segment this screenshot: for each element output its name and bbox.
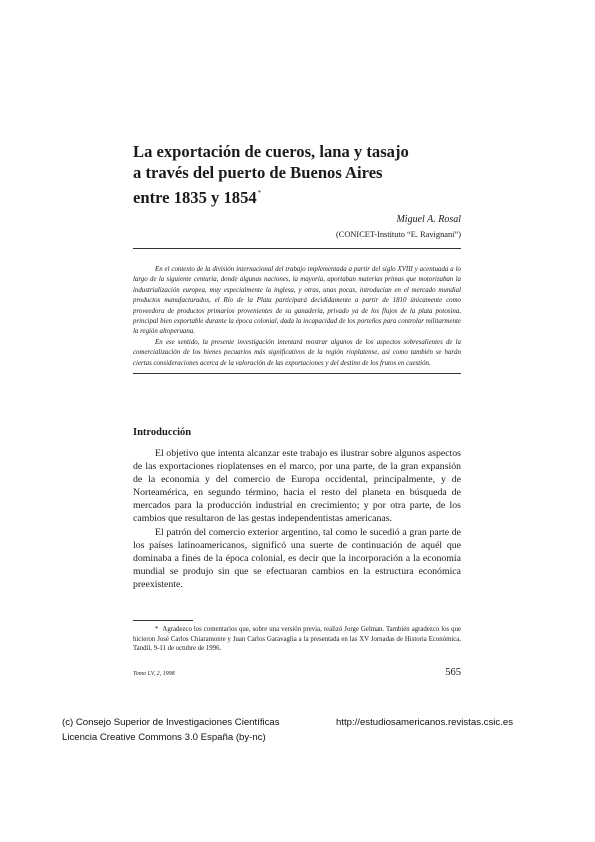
abstract-top-rule [133, 248, 461, 249]
abstract [133, 265, 461, 369]
abstract-bottom-rule [133, 373, 461, 374]
page-number: 565 [445, 667, 461, 678]
body-paragraph: El patrón del comercio exterior argentino, tal como le sucedió a gran parte de los países latinoamericanos, significó una suerte de continuación de aquél que dominaba a fines de la época colonial, es decir que la incorporación a la economía mundial se produjo sin que se efectuaran cambios en la estructura económica preexistente. [133, 526, 461, 590]
license-notice: Licencia Creative Commons 3.0 España (by-nc) [62, 732, 266, 743]
body-paragraph: El objetivo que intenta alcanzar este trabajo es ilustrar sobre algunos aspectos de las exportaciones rioplatenses en el marco, por una parte, de la gran expansión de la economía y del comercio de Europa occidental, principalmente, y de Norteamérica, en segundo término, hacia el resto del planeta en búsqueda de mercados para la producción industrial en crecimiento; y por otra parte, de los cambios que resultaron de las gestas independentistas americanas. [133, 448, 461, 525]
title-footnote-mark: * [257, 189, 262, 197]
author-affiliation: (CONICET-Instituto “E. Ravignani”) [335, 230, 461, 239]
body-text [133, 447, 461, 591]
footnote-rule [133, 620, 193, 621]
copyright-notice: (c) Consejo Superior de Investigaciones Científicas [62, 717, 280, 728]
section-heading: Introducción [133, 427, 192, 438]
title-line-text: entre 1835 y 1854 [133, 188, 257, 207]
abstract-paragraph: En ese sentido, la presente investigación intentará mostrar algunos de los aspectos sobresalientes de la comercialización de los bienes pecuarios más significativos de la región rioplatense, así como también se harán ciertas consideraciones acerca de la valoración de las exportaciones y del destino de los frutos en cuestión. [133, 338, 461, 367]
title-line: a través del puerto de Buenos Aires [133, 163, 383, 182]
abstract-paragraph: En el contexto de la división internacional del trabajo implementada a partir del siglo XVIII y acentuada a lo largo de la siguiente centuria, donde algunas naciones, la mayoría, aportaban materias primas que motorizaban la industrialización europea, muy especialmente la inglesa, y otras, unas pocas, introducían en el mercado mundial productos manufacturados, el Río de la Plata participará decididamente a partir de 1810 únicamente como proveedora de productos primarios provenientes de su ganadería, privado ya de los flujos de la plata potosina, principal bien exportable durante la época colonial, dada la incapacidad de los porteños para controlar militarmente la región altoperuana. [133, 266, 461, 336]
footnote-mark: * [155, 626, 159, 633]
title-line: La exportación de cueros, lana y tasajo [133, 142, 409, 161]
article-title [133, 141, 463, 208]
author-name: Miguel A. Rosal [396, 214, 461, 225]
issue-info: Tomo LV, 2, 1998 [133, 671, 175, 677]
footnote [133, 625, 461, 654]
journal-url-link[interactable]: http://estudiosamericanos.revistas.csic.es [335, 717, 513, 728]
footnote-text: Agradezco los comentarios que, sobre una versión previa, realizó Jorge Gelman. También agradezco los que hicieron José Carlos Chiaramonte y Juan Carlos Garavaglia a la presentada en las XV Jornadas de Historia Económica, Tandil, 9-11 de octubre de 1996. [133, 626, 461, 653]
title-line [133, 183, 463, 208]
